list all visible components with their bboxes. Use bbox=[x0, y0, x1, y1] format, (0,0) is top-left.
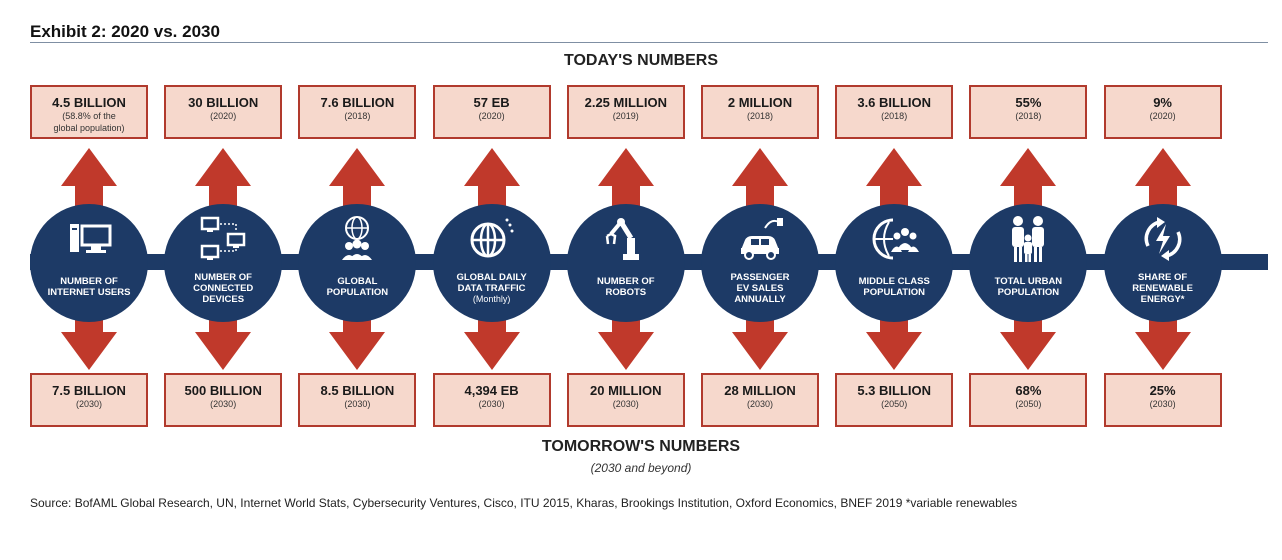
metric-label bbox=[1104, 272, 1222, 305]
metric-label bbox=[567, 276, 685, 298]
tomorrow-value-box bbox=[567, 373, 685, 427]
today-value-box bbox=[567, 85, 685, 139]
today-value-box bbox=[835, 85, 953, 139]
metric-label-line: ANNUALLY bbox=[734, 294, 786, 305]
tomorrow-year: (2030) bbox=[210, 399, 237, 409]
robot-arm-icon bbox=[601, 214, 651, 264]
tomorrow-year: (2030) bbox=[478, 399, 505, 409]
family-icon bbox=[1003, 214, 1053, 264]
globe-people-icon bbox=[332, 214, 382, 264]
tomorrow-year: (2030) bbox=[344, 399, 371, 409]
today-note: (2018) bbox=[881, 111, 908, 121]
metric-label-line: ROBOTS bbox=[605, 287, 647, 298]
today-value-box bbox=[30, 85, 148, 139]
metric-label-line: NUMBER OF bbox=[60, 276, 118, 287]
today-note: (2018) bbox=[344, 111, 371, 121]
metric-label-line: INTERNET USERS bbox=[47, 287, 131, 298]
metric-circle bbox=[567, 204, 685, 322]
globe-group-icon bbox=[869, 214, 919, 264]
tomorrow-value-box bbox=[30, 373, 148, 427]
metric-label bbox=[835, 276, 953, 298]
renewable-energy-icon bbox=[1138, 214, 1188, 264]
today-value: 9% bbox=[1153, 95, 1172, 110]
metric-label-line: ENERGY* bbox=[1140, 294, 1185, 305]
today-value: 7.6 BILLION bbox=[320, 95, 395, 110]
today-note: (2018) bbox=[746, 111, 773, 121]
tomorrow-value-box bbox=[701, 373, 819, 427]
today-value-box bbox=[701, 85, 819, 139]
metric-label-line: EV SALES bbox=[736, 283, 784, 294]
today-value: 55% bbox=[1015, 95, 1042, 110]
metric-label-line: POPULATION bbox=[863, 287, 925, 298]
metric-label-line: DATA TRAFFIC bbox=[457, 283, 526, 294]
metric-label-line: POPULATION bbox=[997, 287, 1060, 298]
tomorrow-value: 500 BILLION bbox=[184, 383, 262, 398]
today-note: (2019) bbox=[612, 111, 639, 121]
today-value: 3.6 BILLION bbox=[857, 95, 932, 110]
metric-circle bbox=[835, 204, 953, 322]
today-value: 57 EB bbox=[473, 95, 510, 110]
tomorrow-value-box bbox=[433, 373, 551, 427]
metric-label-line: CONNECTED bbox=[193, 283, 254, 294]
metric-label-line: SHARE OF bbox=[1138, 272, 1188, 283]
globe-wifi-icon bbox=[467, 214, 517, 264]
tomorrow-value-box bbox=[969, 373, 1087, 427]
metric-label bbox=[298, 276, 416, 298]
today-value: 30 BILLION bbox=[188, 95, 259, 110]
source-note: Source: BofAML Global Research, UN, Internet World Stats, Cybersecurity Ventures, Cisco, ITU 2015, Kharas, Brookings Institution, Oxford Economics, BNEF 2019 *variable renewables bbox=[30, 496, 1018, 510]
tomorrow-value: 4,394 EB bbox=[464, 383, 519, 398]
metric-circle bbox=[298, 204, 416, 322]
computer-icon bbox=[64, 214, 114, 264]
tomorrow-year: (2030) bbox=[612, 399, 639, 409]
electric-car-icon bbox=[735, 214, 785, 264]
exhibit-title: Exhibit 2: 2020 vs. 2030 bbox=[30, 22, 220, 41]
today-value-box bbox=[298, 85, 416, 139]
metric-label-line: GLOBAL DAILY bbox=[456, 272, 527, 283]
metric-circle bbox=[164, 204, 282, 322]
metric-label-line: DEVICES bbox=[202, 294, 245, 305]
metric-label-line: (Monthly) bbox=[472, 294, 511, 304]
network-devices-icon bbox=[198, 214, 248, 264]
metric-label bbox=[433, 272, 551, 305]
today-value: 4.5 BILLION bbox=[52, 95, 126, 110]
tomorrow-subheading: (2030 and beyond) bbox=[590, 461, 692, 475]
metric-circle bbox=[969, 204, 1087, 322]
tomorrow-value: 68% bbox=[1015, 383, 1042, 398]
tomorrow-value: 25% bbox=[1149, 383, 1176, 398]
today-value-box bbox=[164, 85, 282, 139]
metric-circle bbox=[1104, 204, 1222, 322]
metric-label bbox=[701, 272, 819, 305]
today-note: (2018) bbox=[1015, 111, 1042, 121]
metric-label-line: RENEWABLE bbox=[1132, 283, 1193, 294]
tomorrow-value-box bbox=[1104, 373, 1222, 427]
metric-label-line: MIDDLE CLASS bbox=[858, 276, 930, 287]
tomorrow-year: (2050) bbox=[1015, 399, 1042, 409]
today-note: global population) bbox=[53, 123, 125, 133]
today-note: (2020) bbox=[210, 111, 237, 121]
title-divider bbox=[30, 42, 1268, 43]
tomorrow-year: (2030) bbox=[75, 399, 102, 409]
metric-label bbox=[30, 276, 148, 298]
tomorrow-value: 5.3 BILLION bbox=[857, 383, 932, 398]
today-value: 2 MILLION bbox=[727, 95, 793, 110]
today-heading: TODAY'S NUMBERS bbox=[563, 52, 719, 69]
metric-circle bbox=[701, 204, 819, 322]
tomorrow-heading: TOMORROW'S NUMBERS bbox=[541, 438, 741, 455]
tomorrow-value: 7.5 BILLION bbox=[52, 383, 126, 398]
tomorrow-value-box bbox=[298, 373, 416, 427]
tomorrow-year: (2050) bbox=[881, 399, 908, 409]
today-value-box bbox=[433, 85, 551, 139]
tomorrow-value: 8.5 BILLION bbox=[320, 383, 395, 398]
tomorrow-year: (2030) bbox=[746, 399, 773, 409]
tomorrow-value-box bbox=[164, 373, 282, 427]
tomorrow-year: (2030) bbox=[1149, 399, 1176, 409]
metric-label-line: GLOBAL bbox=[337, 276, 378, 287]
today-value-box bbox=[1104, 85, 1222, 139]
metric-label-line: PASSENGER bbox=[730, 272, 790, 283]
today-value-box bbox=[969, 85, 1087, 139]
metric-label bbox=[969, 276, 1087, 298]
today-note: (58.8% of the bbox=[62, 111, 116, 121]
metric-label-line: NUMBER OF bbox=[597, 276, 655, 287]
tomorrow-value: 28 MILLION bbox=[724, 383, 796, 398]
metric-label bbox=[164, 272, 282, 305]
metric-circle bbox=[30, 204, 148, 322]
today-value: 2.25 MILLION bbox=[584, 95, 667, 110]
metric-label-line: POPULATION bbox=[326, 287, 389, 298]
tomorrow-value-box bbox=[835, 373, 953, 427]
metric-circle bbox=[433, 204, 551, 322]
today-note: (2020) bbox=[478, 111, 505, 121]
metric-label-line: NUMBER OF bbox=[194, 272, 252, 283]
tomorrow-value: 20 MILLION bbox=[590, 383, 662, 398]
metric-label-line: TOTAL URBAN bbox=[994, 276, 1063, 287]
today-note: (2020) bbox=[1149, 111, 1176, 121]
